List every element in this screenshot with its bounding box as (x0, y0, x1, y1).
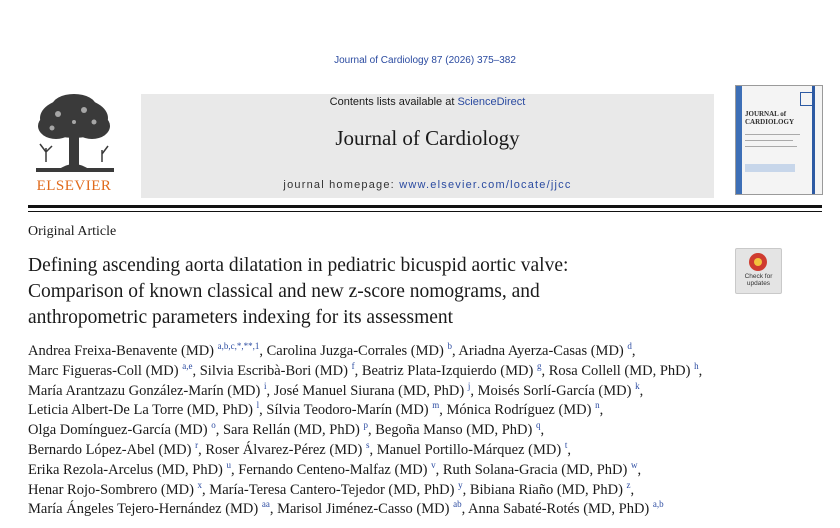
affiliation-superscript[interactable]: o (211, 420, 216, 431)
cover-side-stripe (812, 86, 815, 194)
author-name[interactable]: , Mónica Rodríguez (MD) (439, 402, 596, 419)
journal-homepage (141, 179, 714, 191)
affiliation-superscript[interactable]: r (195, 439, 199, 450)
author-name[interactable]: , Sara Rellán (MD, PhD) (215, 422, 364, 439)
author-name[interactable]: María Arantzazu González-Marín (MD) (28, 382, 264, 399)
affiliation-superscript[interactable]: v (431, 459, 436, 470)
author-name[interactable]: Olga Domínguez-García (MD) (28, 422, 212, 439)
author-name[interactable]: , Manuel Portillo-Márquez (MD) (369, 441, 565, 458)
author-name[interactable]: , (639, 382, 644, 399)
author-name[interactable]: , Roser Álvarez-Pérez (MD) (198, 441, 366, 458)
author-name[interactable]: , José Manuel Siurana (MD, PhD) (266, 382, 468, 399)
author-name[interactable]: , Ruth Solana-Gracia (MD, PhD) (435, 461, 631, 478)
cover-title: JOURNAL of CARDIOLOGY (745, 110, 795, 126)
affiliation-superscript[interactable]: a,b,c,*,**,1 (217, 341, 260, 351)
check-for-updates-icon (749, 253, 767, 271)
author-name[interactable]: , Anna Sabaté-Rotés (MD, PhD) (461, 501, 653, 518)
affiliation-superscript[interactable]: j (467, 380, 471, 391)
author-name[interactable]: Erika Rezola-Arcelus (MD, PhD) (28, 461, 227, 478)
elsevier-tree-icon (28, 92, 120, 176)
title-line: anthropometric parameters indexing for its assessment (28, 307, 454, 328)
author-name[interactable]: Leticia Albert-De La Torre (MD, PhD) (28, 402, 257, 419)
author-name[interactable]: , (630, 481, 635, 498)
affiliation-superscript[interactable]: q (535, 420, 541, 431)
check-for-updates-label (736, 273, 781, 287)
author-name[interactable]: , Begoña Manso (MD, PhD) (368, 422, 536, 439)
author-line (28, 342, 828, 362)
author-list (28, 342, 828, 520)
author-name[interactable]: , Marisol Jiménez-Casso (MD) (269, 501, 454, 518)
affiliation-superscript[interactable]: i (263, 380, 267, 391)
cover-accent-band (736, 86, 742, 194)
author-name[interactable]: , (698, 362, 703, 379)
affiliation-superscript[interactable]: p (363, 420, 368, 431)
author-name[interactable]: , (631, 343, 636, 359)
affiliation-superscript[interactable]: h (694, 360, 699, 371)
affiliation-superscript[interactable]: s (365, 439, 370, 450)
author-name[interactable]: , Ariadna Ayerza-Casas (MD) (451, 343, 628, 359)
affiliation-superscript[interactable]: m (432, 400, 440, 411)
cover-highlight-bar (745, 164, 795, 172)
author-name[interactable]: , Fernando Centeno-Malfaz (MD) (231, 461, 432, 478)
journal-cover-thumbnail[interactable] (735, 85, 823, 195)
sciencedirect-link[interactable]: ScienceDirect (457, 96, 526, 108)
affiliation-superscript[interactable]: a,b (652, 499, 664, 510)
elsevier-logo[interactable] (28, 92, 120, 196)
header-rule (28, 205, 822, 208)
homepage-prefix: journal homepage: (283, 179, 400, 191)
article-title (28, 253, 708, 331)
journal-title: Journal of Cardiology (335, 126, 520, 150)
affiliation-superscript[interactable]: b (447, 341, 452, 351)
badge-label-line: Check for (744, 273, 773, 280)
affiliation-superscript[interactable]: k (635, 380, 640, 391)
affiliation-superscript[interactable]: n (595, 400, 600, 411)
cover-text-line (745, 146, 797, 147)
affiliation-superscript[interactable]: t (564, 439, 568, 450)
elsevier-wordmark: ELSEVIER (36, 178, 112, 194)
author-name[interactable]: , (637, 461, 642, 478)
contents-prefix: Contents lists available at (329, 96, 458, 108)
author-name[interactable]: , Sílvia Teodoro-Marín (MD) (259, 402, 433, 419)
affiliation-superscript[interactable]: y (458, 479, 463, 490)
author-line (28, 401, 828, 421)
author-line (28, 382, 828, 402)
author-line (28, 362, 828, 382)
cover-text-line (745, 140, 793, 141)
contents-availability (141, 96, 714, 108)
journal-citation[interactable]: Journal of Cardiology 87 (2026) 375–382 (334, 55, 516, 66)
author-name[interactable]: , Silvia Escribà-Bori (MD) (192, 362, 352, 379)
author-name[interactable]: , Bibiana Riaño (MD, PhD) (462, 481, 627, 498)
affiliation-superscript[interactable]: u (226, 459, 232, 470)
affiliation-superscript[interactable]: x (197, 479, 203, 490)
affiliation-superscript[interactable]: l (256, 400, 260, 411)
title-line: Comparison of known classical and new z-score nomograms, and (28, 281, 540, 302)
affiliation-superscript[interactable]: z (626, 479, 631, 490)
author-name[interactable]: , (599, 402, 604, 419)
affiliation-superscript[interactable]: g (536, 360, 542, 371)
author-name[interactable]: , (567, 441, 571, 458)
author-name[interactable]: , María-Teresa Cantero-Tejedor (MD, PhD) (202, 481, 459, 498)
author-name[interactable]: Marc Figueras-Coll (MD) (28, 362, 183, 379)
check-for-updates-button[interactable] (735, 248, 782, 294)
author-name[interactable]: Andrea Freixa-Benavente (MD) (28, 343, 218, 359)
author-name[interactable]: María Ángeles Tejero-Hernández (MD) (28, 501, 262, 518)
author-name[interactable]: , Moisés Sorlí-García (MD) (470, 382, 636, 399)
cover-text-line (745, 134, 800, 135)
badge-label-line: updates (746, 280, 771, 287)
affiliation-superscript[interactable]: f (351, 360, 355, 371)
affiliation-superscript[interactable]: w (630, 459, 638, 470)
affiliation-superscript[interactable]: ab (453, 499, 462, 510)
author-name[interactable]: , Rosa Collell (MD, PhD) (541, 362, 695, 379)
homepage-link[interactable]: www.elsevier.com/locate/jjcc (399, 179, 572, 191)
author-line (28, 461, 828, 481)
author-line (28, 481, 828, 501)
author-line (28, 500, 828, 520)
author-name[interactable]: Bernardo López-Abel (MD) (28, 441, 196, 458)
author-name[interactable]: , (540, 422, 545, 439)
author-name[interactable]: , Carolina Juzga-Corrales (MD) (259, 343, 448, 359)
affiliation-superscript[interactable]: a,e (182, 360, 193, 371)
article-type: Original Article (28, 224, 117, 239)
author-name[interactable]: , Beatriz Plata-Izquierdo (MD) (354, 362, 537, 379)
author-line (28, 441, 828, 461)
journal-masthead (141, 94, 714, 198)
author-line (28, 421, 828, 441)
header-rule-thin (28, 211, 822, 212)
affiliation-superscript[interactable]: d (627, 341, 632, 351)
affiliation-superscript[interactable]: aa (261, 499, 270, 510)
title-line: Defining ascending aorta dilatation in pediatric bicuspid aortic valve: (28, 255, 569, 276)
author-name[interactable]: Henar Rojo-Sombrero (MD) (28, 481, 198, 498)
